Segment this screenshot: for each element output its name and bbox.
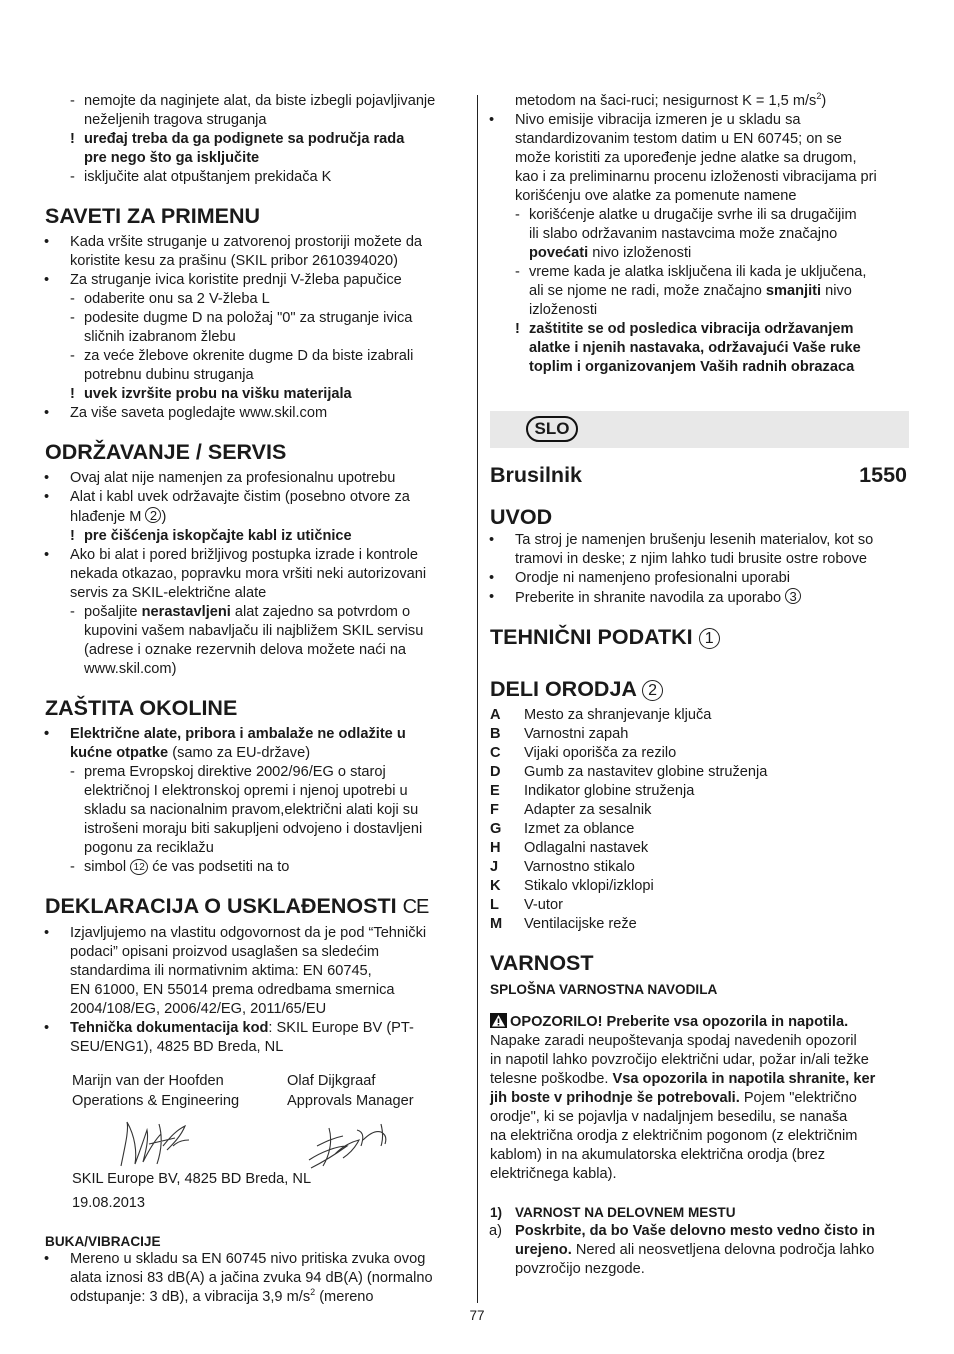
text: ili slabo održavanim nastavcima može značajno — [529, 226, 838, 242]
part-item — [490, 896, 910, 915]
part-letter: K — [490, 878, 501, 894]
left-column — [45, 92, 467, 1307]
part-item — [490, 915, 910, 934]
text: kućne otpatke (samo za EU-države) — [70, 745, 311, 761]
text: urejeno. Nered ali neosvetljena delovna področja lahko — [515, 1242, 875, 1258]
part-item — [490, 801, 910, 820]
ce-mark-icon: CE — [402, 896, 429, 918]
part-letter: E — [490, 783, 500, 799]
text: Napake zaradi neupoštevanja spodaj navedenih opozoril — [490, 1033, 857, 1049]
part-label: Vijaki oporišča za rezilo — [524, 745, 677, 761]
list-item: • Tehnička dokumentacija kod: SKIL Europe BV (PT- — [44, 1020, 414, 1036]
part-label: Stikalo vklopi/izklopi — [524, 878, 654, 894]
list-item: a) Poskrbite, da bo Vaše delovno mesto vedno čisto in — [489, 1223, 876, 1239]
list-item: • Izjavljujemo na vlastitu odgovornost da je pod “Tehnički — [44, 925, 427, 941]
warning-triangle-icon — [490, 1013, 507, 1028]
parts-list — [490, 706, 910, 934]
text: tramovi in deske; z njim lahko tudi brusite ostre robove — [515, 551, 868, 567]
list-item: - vreme kada je alatka isključena ili kada je uključena, — [515, 264, 867, 280]
part-item — [490, 858, 910, 877]
subsection-heading: 1) VARNOST NA DELOVNEM MESTU — [490, 1205, 736, 1220]
text: EN 61000, EN 55014 prema odredbama smernica — [70, 982, 395, 998]
part-item — [490, 782, 910, 801]
part-letter: F — [490, 802, 499, 818]
column-divider — [477, 95, 478, 1303]
part-label: Mesto za shranjevanje ključa — [524, 707, 712, 723]
list-item: - pošaljite nerastavljeni alat zajedno sa potvrdom o — [70, 604, 411, 620]
part-item — [490, 839, 910, 858]
text: istrošeni moraju biti sakupljeni odvojeno i dostavljeni — [84, 821, 423, 837]
part-label: Izmet za oblance — [524, 821, 635, 837]
text: servis za SKIL-električne alate — [70, 585, 267, 601]
list-item: - prema Evropskoj direktive 2002/96/EG o staroj — [70, 764, 386, 780]
subsection-heading: BUKA/VIBRACIJE — [45, 1234, 161, 1249]
text: sličnih izabranom žlebu — [84, 329, 236, 345]
text: www.skil.com) — [84, 661, 177, 677]
text: na električna orodja z električnim pogonom (z električnim — [490, 1128, 858, 1144]
list-item: • Ako bi alat i pored brižljivog postupka izrade i kontrole — [44, 547, 419, 563]
text: in napotil lahko povzročijo električni udar, požar in/ali težke — [490, 1052, 869, 1068]
text: korišćenju ove alatke za pomenute namene — [515, 188, 797, 204]
section-heading: SAVETI ZA PRIMENU — [45, 204, 261, 228]
part-letter: H — [490, 840, 501, 856]
figure-ref-icon: 2 — [145, 507, 161, 523]
text: nekada otkazao, popravku mora vršiti neki autorizovani — [70, 566, 427, 582]
section-heading: ZAŠTITA OKOLINE — [45, 696, 238, 720]
text: može koristiti za upoređenje jedne alatke sa drugom, — [515, 150, 857, 166]
part-letter: J — [490, 859, 499, 875]
signatory-role: Approvals Manager — [287, 1093, 414, 1109]
text: jih boste v prihodnje še potrebovali. Pojem "električno — [490, 1090, 857, 1106]
text: neželjenih tragova struganja — [84, 112, 267, 128]
text: (adrese i oznake rezervnih delova možete naći na — [84, 642, 407, 658]
text: alata iznosi 83 dB(A) a jačina zvuka 94 dB(A) (normalno — [70, 1270, 433, 1286]
list-item: - podesite dugme D na položaj "0" za struganje ivica — [70, 310, 413, 326]
right-column-slo — [490, 462, 910, 1279]
right-column — [490, 92, 910, 377]
figure-ref-icon: 3 — [785, 588, 801, 604]
part-letter: L — [490, 897, 499, 913]
signature-icon — [303, 1116, 399, 1172]
part-label: Varnostno stikalo — [524, 859, 635, 875]
warning-heading: OPOZORILO! Preberite vsa opozorila in napotila. — [490, 1013, 910, 1032]
section-heading: DEKLARACIJA O USKLAĐENOSTI CE — [45, 894, 429, 918]
part-letter: A — [490, 707, 501, 723]
product-title — [490, 462, 910, 490]
text: SEU/ENG1), 4825 BD Breda, NL — [70, 1039, 284, 1055]
text: skladu sa nacionalnim pravom,električni alati koji su — [84, 802, 419, 818]
subsection-heading: SPLOŠNA VARNOSTNA NAVODILA — [490, 982, 718, 997]
part-label: Adapter za sesalnik — [524, 802, 652, 818]
part-label: Indikator globine struženja — [524, 783, 695, 799]
list-item: • Orodje ni namenjeno profesionalni uporabi — [489, 570, 791, 586]
list-item: • Za struganje ivica koristite prednji V-žleba papučice — [44, 272, 402, 288]
text: nemojte da naginjete alat, da biste izbegli pojavljivanje — [84, 93, 436, 109]
list-item: • Alat i kabl uvek održavajte čistim (posebno otvore za — [44, 489, 410, 505]
list-item: - isključite alat otpuštanjem prekidača K — [70, 169, 332, 185]
text: toplim i organizovanjem Vaših radnih obrazaca — [529, 359, 855, 375]
part-label: Varnostni zapah — [524, 726, 629, 742]
text: koristite kesu za prašinu (SKIL pribor 2610394020) — [70, 253, 399, 269]
list-item: • Kada vršite struganje u zatvorenoj prostoriji možete da — [44, 234, 423, 250]
text: električnega kabla). — [490, 1166, 617, 1182]
part-label: Odlagalni nastavek — [524, 840, 649, 856]
text: pre nego što ga isključite — [84, 150, 260, 166]
figure-ref-icon: 2 — [642, 680, 663, 701]
list-item: • Ovaj alat nije namenjen za profesionalnu upotrebu — [44, 470, 396, 486]
list-item: - nemojte da naginjete alat, da biste izbegli pojavljivanje — [70, 93, 436, 109]
list-item: • Mereno u skladu sa EN 60745 nivo pritiska zvuka ovog — [44, 1251, 426, 1267]
text: kupovini vašem nabavljaču ili najbližem SKIL servisu — [84, 623, 424, 639]
text: kablom) in na akumulatorska električna orodja (brez — [490, 1147, 826, 1163]
list-item: • Za više saveta pogledajte www.skil.com — [44, 405, 328, 421]
page-number: 77 — [469, 1308, 485, 1323]
product-name: Brusilnik — [490, 463, 582, 487]
text: odstupanje: 3 dB), a vibracija 3,9 $m/s^2$ (mereno — [70, 1287, 374, 1305]
text: standardizovanim testom datim u EN 60745; on se — [515, 131, 842, 147]
text: standardima ili normativnim aktima: EN 60745, — [70, 963, 372, 979]
part-letter: G — [490, 821, 502, 837]
section-heading: ODRŽAVANJE / SERVIS — [45, 440, 287, 464]
list-item: • Električne alate, pribora i ambalaže ne odlažite u — [44, 726, 406, 742]
signatory-name: Marijn van der Hoofden — [72, 1073, 224, 1089]
part-label: Ventilacijske reže — [524, 916, 637, 932]
signature-block — [45, 1072, 467, 1282]
list-item: - odaberite onu sa 2 V-žleba L — [70, 291, 270, 307]
part-letter: B — [490, 726, 501, 742]
signatory-role: Operations & Engineering — [72, 1093, 240, 1109]
text: alatke i njenih nastavaka, održavajući Vaše ruke — [529, 340, 861, 356]
list-item: • Nivo emisije vibracija izmeren je u skladu sa — [489, 112, 801, 128]
text: metodom na šaci-ruci; nesigurnost K = 1,5 $m/s^2$) — [515, 91, 827, 109]
text: potrebnu dubinu struganja — [84, 367, 254, 383]
model-number: 1550 — [859, 463, 907, 487]
part-item — [490, 744, 910, 763]
text: povzročijo nezgode. — [515, 1261, 645, 1277]
text: kao i za preliminarnu procenu izloženosti vibracijama pri — [515, 169, 877, 185]
signatory-name: Olaf Dijkgraaf — [287, 1073, 376, 1089]
language-bar — [490, 411, 909, 448]
text: pogonu za reciklažu — [84, 840, 214, 856]
part-letter: C — [490, 745, 501, 761]
warning-note: ! zaštitite se od posledica vibracija održavanjem — [515, 321, 854, 337]
section-heading: DELI ORODJA 2 — [490, 676, 910, 702]
part-item — [490, 706, 910, 725]
part-item — [490, 725, 910, 744]
list-item: • Ta stroj je namenjen brušenju lesenih materialov, kot so — [489, 532, 874, 548]
warning-note: ! pre čišćenja iskopčajte kabl iz utičnice — [70, 528, 352, 544]
part-letter: D — [490, 764, 501, 780]
list-item: - za veće žlebove okrenite dugme D da biste izabrali — [70, 348, 414, 364]
text: električnoj I elektronskoj opremi i njenoj upotrebi u — [84, 783, 408, 799]
signature-icon — [115, 1116, 195, 1172]
text: ali se njome ne radi, može značajno smanjiti nivo — [529, 283, 852, 299]
part-item — [490, 820, 910, 839]
warning-note: ! uređaj treba da ga podignete sa područja rada — [70, 131, 405, 147]
figure-ref-icon: 1 — [699, 628, 720, 649]
part-letter: M — [490, 916, 503, 932]
part-label: V-utor — [524, 897, 563, 913]
part-item — [490, 877, 910, 896]
company-address: SKIL Europe BV, 4825 BD Breda, NL — [72, 1171, 312, 1187]
part-label: Gumb za nastavitev globine struženja — [524, 764, 768, 780]
part-item — [490, 763, 910, 782]
language-badge: SLO — [526, 416, 578, 442]
list-item: • Preberite in shranite navodila za uporabo 3 — [490, 588, 910, 608]
date: 19.08.2013 — [72, 1195, 146, 1211]
text: hlađenje M 2 ) — [70, 508, 167, 525]
text: povećati nivo izloženosti — [529, 245, 692, 261]
section-heading: VARNOST — [490, 951, 594, 975]
list-item: - simbol 12 će vas podsetiti na to — [70, 859, 290, 875]
figure-ref-icon: 12 — [130, 859, 148, 875]
warning-note: ! uvek izvršite probu na višku materijala — [70, 386, 352, 402]
text: orodje", ki se pojavlja v nadaljnjem besedilu, se nanaša — [490, 1109, 848, 1125]
text: izloženosti — [529, 302, 598, 318]
section-heading: UVOD — [490, 505, 553, 529]
list-item: - korišćenje alatke u drugačije svrhe ili sa drugačijim — [515, 207, 857, 223]
section-heading: TEHNIČNI PODATKI 1 — [490, 624, 910, 650]
text: podaci” opisani proizvod usaglašen sa sledećim — [70, 944, 380, 960]
text: 2004/108/EG, 2006/42/EG, 2011/65/EU — [70, 1001, 327, 1017]
text: telesne poškodbe. Vsa opozorila in napotila shranite, ker — [490, 1071, 876, 1087]
